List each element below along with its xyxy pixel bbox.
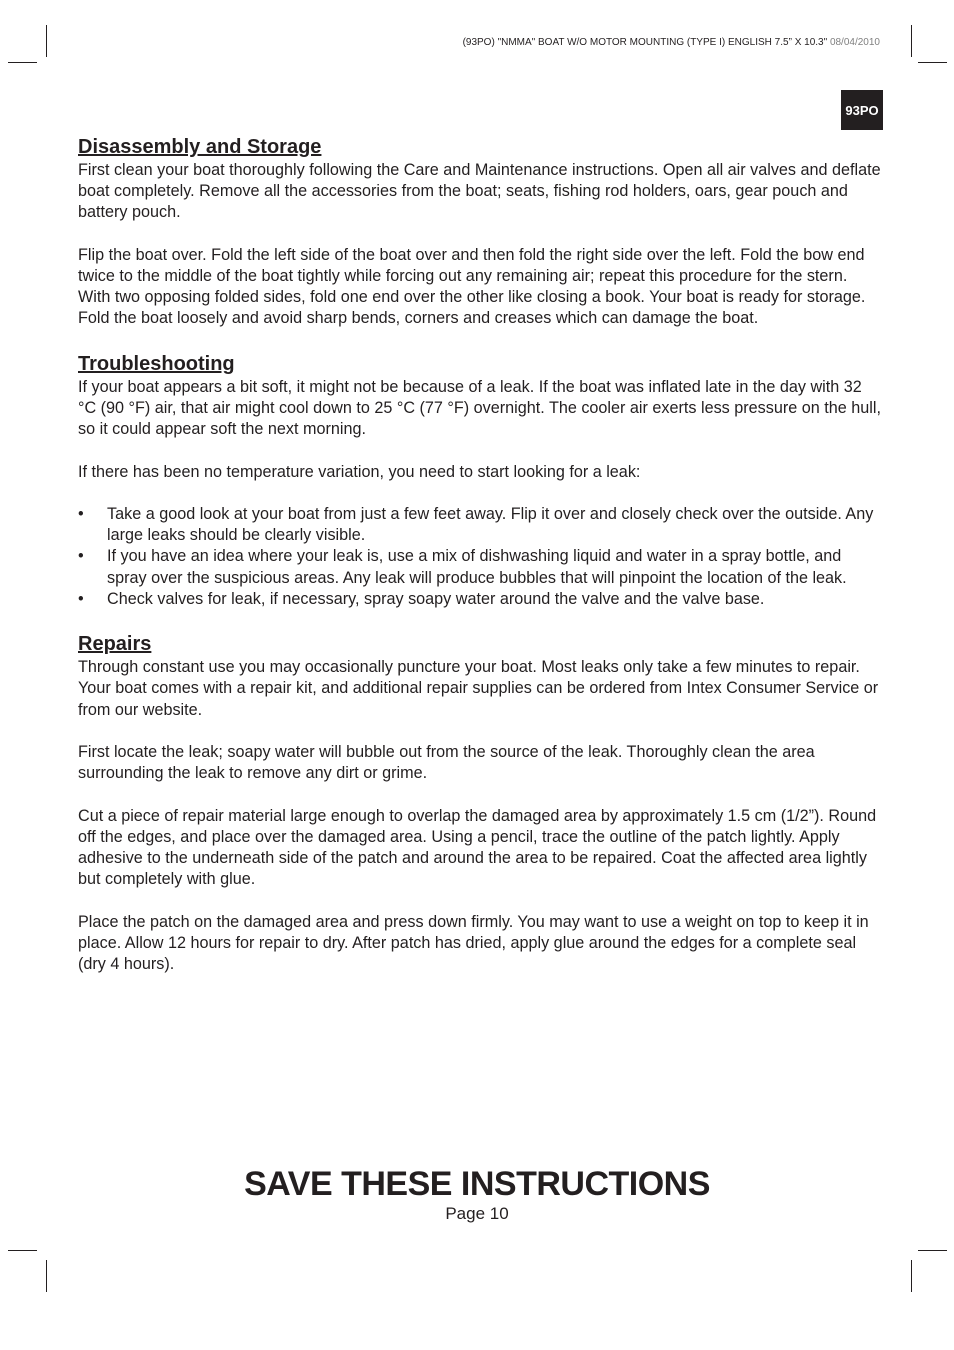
crop-mark-top-left-h xyxy=(8,62,37,63)
bullet: • xyxy=(78,589,84,608)
bullet: • xyxy=(78,504,84,523)
crop-mark-bottom-left-v xyxy=(46,1260,47,1292)
crop-mark-top-left-v xyxy=(46,25,47,57)
list-item xyxy=(78,504,884,546)
paragraph: First locate the leak; soapy water will bubble out from the source of the leak. Thoroughly clean the area surrounding the leak to remove any dirt or grime. xyxy=(78,742,815,783)
heading-disassembly: Disassembly and Storage xyxy=(78,136,322,158)
list-item-text: If you have an idea where your leak is, use a mix of dishwashing liquid and water in a spray bottle, and spray over the suspicious areas. Any leak will produce bubbles that will pinpoint the location of the leak. xyxy=(107,547,847,587)
crop-mark-bottom-left-h xyxy=(8,1250,37,1251)
list-item xyxy=(78,589,884,610)
header-date: 08/04/2010 xyxy=(829,37,880,48)
list-item xyxy=(78,546,884,588)
heading-repairs: Repairs xyxy=(78,633,152,656)
crop-mark-bottom-right-v xyxy=(911,1260,912,1292)
list-item-text: Take a good look at your boat from just a few feet away. Flip it over and closely check over the outside. Any large leaks should be clearly visible. xyxy=(107,504,874,545)
leak-check-list xyxy=(78,504,884,610)
bullet: • xyxy=(78,547,84,566)
crop-mark-bottom-right-h xyxy=(918,1250,947,1251)
paragraph: First clean your boat thoroughly following the Care and Maintenance instructions. Open all air valves and deflate boat completely. Remove all the accessories from the boat; seats, fishing rod holders, oars, gear pouch and battery pouch. xyxy=(78,161,881,222)
paragraph: Cut a piece of repair material large enough to overlap the damaged area by approximately 1.5 cm (1/2”). Round off the edges, and place over the damaged area. Using a pencil, trace the outline of the patch lightly. Apply adhesive to the underneath side of the patch and around the area to be repaired. Coat the affected area lightly but completely with glue. xyxy=(78,806,877,889)
heading-troubleshooting: Troubleshooting xyxy=(78,352,235,375)
model-code-badge: 93PO xyxy=(841,90,883,130)
list-item-text: Check valves for leak, if necessary, spray soapy water around the valve and the valve base. xyxy=(107,589,765,608)
save-instructions-title: SAVE THESE INSTRUCTIONS xyxy=(244,1165,710,1203)
crop-mark-top-right-v xyxy=(911,25,912,57)
page-content xyxy=(78,134,884,996)
section-troubleshooting xyxy=(78,351,884,610)
section-repairs xyxy=(78,631,884,975)
header-title: (93PO) "NMMA" BOAT W/O MOTOR MOUNTING (TYPE I) ENGLISH 7.5” X 10.3" xyxy=(462,37,828,48)
crop-mark-top-right-h xyxy=(918,62,947,63)
paragraph: If your boat appears a bit soft, it might not be because of a leak. If the boat was inflated late in the day with 32 °C (90 °F) air, that air might cool down to 25 °C (77 °F) overnight. The cooler air exerts less pressure on the hull, so it could appear soft the next morning. xyxy=(78,377,881,439)
paragraph: Through constant use you may occasionally puncture your boat. Most leaks only take a few minutes to repair. Your boat comes with a repair kit, and additional repair supplies can be ordered from Intex Consumer Service or from our website. xyxy=(78,658,879,719)
paragraph: Place the patch on the damaged area and press down firmly. You may want to use a weight on top to keep it in place. Allow 12 hours for repair to dry. After patch has dried, apply glue around the edges for a complete seal (dry 4 hours). xyxy=(78,912,869,973)
page-number: Page 10 xyxy=(445,1204,509,1223)
paragraph: If there has been no temperature variation, you need to start looking for a leak: xyxy=(78,462,641,481)
paragraph: Flip the boat over. Fold the left side of the boat over and then fold the right side over the left. Fold the bow end twice to the middle of the boat tightly while forcing out any remaining air; repeat this procedure for the stern. With two opposing folded sides, fold one end over the other like closing a book. Your boat is ready for storage. Fold the boat loosely and avoid sharp bends, corners and creases which can damage the boat. xyxy=(78,245,866,328)
section-disassembly xyxy=(78,134,884,330)
document-header xyxy=(463,37,880,48)
